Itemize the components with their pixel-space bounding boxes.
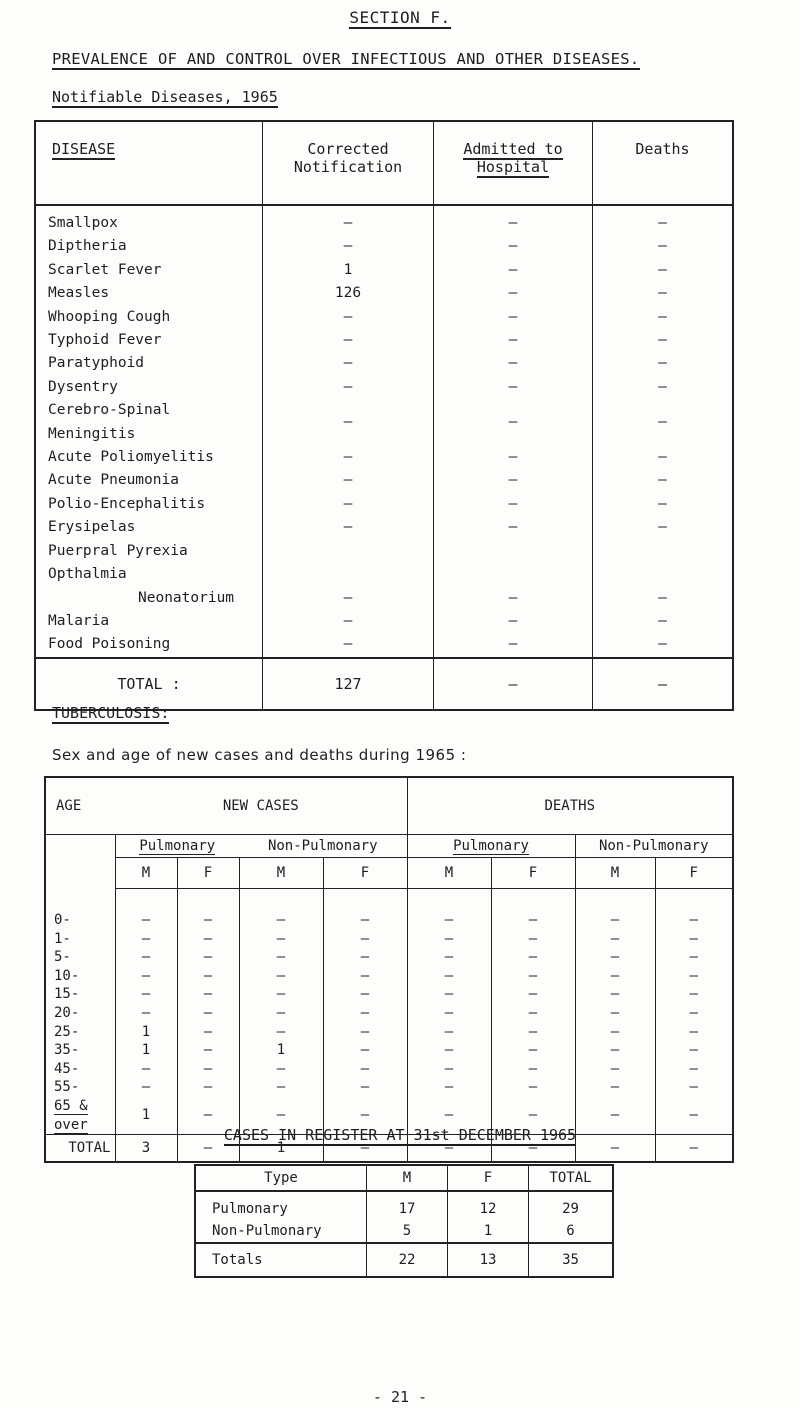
age-label: 1- — [54, 930, 71, 947]
disease-name: Diptheria — [48, 238, 127, 255]
deaths-value: – — [593, 352, 734, 375]
total-value: – — [491, 1135, 575, 1163]
age-label: 5- — [54, 949, 71, 966]
cell-value: – — [655, 1078, 733, 1097]
cell-value: – — [177, 967, 239, 986]
cell-value: 1 — [115, 1023, 177, 1042]
totals-m: 22 — [367, 1243, 448, 1277]
cell-value: – — [575, 985, 655, 1004]
cell-value: – — [115, 948, 177, 967]
admitted-value: – — [434, 282, 593, 305]
corrected-value: 126 — [263, 282, 434, 305]
header-disease: DISEASE — [52, 140, 116, 158]
table-row — [35, 399, 733, 446]
cell-value: – — [177, 1060, 239, 1079]
age-group — [45, 1060, 115, 1079]
cell-value: – — [323, 1060, 407, 1079]
cell-value: – — [575, 1097, 655, 1135]
cell-value: – — [655, 1023, 733, 1042]
header-m: M — [239, 858, 323, 889]
table-row — [195, 1220, 613, 1243]
cell-value: – — [407, 1097, 491, 1135]
row-m: 17 — [367, 1191, 448, 1220]
cell-value: – — [491, 985, 575, 1004]
disease-name: Paratyphoid — [48, 355, 145, 372]
disease-name: Measles — [48, 285, 110, 302]
page-number: - 21 - — [372, 1388, 428, 1406]
header-f: F — [655, 858, 733, 889]
cell-value: – — [239, 1004, 323, 1023]
age-label: 15- — [54, 986, 80, 1003]
table-row — [35, 376, 733, 399]
age-group — [45, 1078, 115, 1097]
deaths-value: – — [593, 446, 734, 469]
cell-value: – — [177, 1097, 239, 1135]
cell-value: – — [115, 967, 177, 986]
age-label: 45- — [54, 1060, 80, 1077]
cell-value: – — [655, 948, 733, 967]
cell-value: – — [239, 985, 323, 1004]
corrected-value: – — [263, 587, 434, 610]
table-row — [45, 967, 733, 986]
admitted-value: – — [434, 259, 593, 282]
deaths-value: – — [593, 516, 734, 539]
deaths-value: – — [593, 205, 734, 235]
tuberculosis-table — [44, 776, 734, 1163]
corrected-value: – — [263, 633, 434, 657]
table-row — [35, 516, 733, 539]
disease-name: Food Poisoning — [48, 636, 171, 653]
row-f: 1 — [448, 1220, 529, 1243]
totals-label: Totals — [195, 1243, 367, 1277]
cell-value: – — [575, 1060, 655, 1079]
cell-value: – — [575, 930, 655, 949]
table-row — [35, 446, 733, 469]
header-type: Type — [195, 1165, 367, 1191]
cell-value: – — [655, 1004, 733, 1023]
header-new-non-pulmonary: Non-Pulmonary — [239, 835, 407, 858]
table-row — [35, 610, 733, 633]
cell-value: – — [115, 930, 177, 949]
notifiable-total-row — [35, 658, 733, 710]
row-total: 29 — [529, 1191, 614, 1220]
age-label: 20- — [54, 1004, 80, 1021]
cell-value: – — [239, 1060, 323, 1079]
cell-value: – — [323, 930, 407, 949]
cell-value: – — [491, 948, 575, 967]
cell-value: 1 — [239, 1041, 323, 1060]
cell-value: – — [491, 1060, 575, 1079]
row-total: 6 — [529, 1220, 614, 1243]
deaths-value — [593, 540, 734, 587]
admitted-value: – — [434, 610, 593, 633]
table-row — [195, 1191, 613, 1220]
table-row — [35, 352, 733, 375]
table-row — [35, 306, 733, 329]
age-label: 65 & over — [54, 1097, 88, 1133]
header-corrected: Corrected Notification — [263, 121, 434, 205]
disease-name: Neonatorium — [138, 589, 235, 606]
cell-value: – — [115, 1078, 177, 1097]
age-label: 25- — [54, 1023, 80, 1040]
age-spacer — [45, 858, 115, 889]
corrected-value: – — [263, 352, 434, 375]
cell-value: – — [407, 967, 491, 986]
header-f: F — [448, 1165, 529, 1191]
corrected-value: – — [263, 493, 434, 516]
table-row — [45, 930, 733, 949]
deaths-value: – — [593, 610, 734, 633]
corrected-value: – — [263, 610, 434, 633]
cell-value: – — [491, 967, 575, 986]
cell-value: – — [177, 1041, 239, 1060]
age-label: 55- — [54, 1079, 80, 1096]
cell-value: – — [655, 930, 733, 949]
corrected-value: – — [263, 376, 434, 399]
cell-value: – — [177, 930, 239, 949]
total-admitted: – — [434, 658, 593, 710]
cell-value: – — [323, 948, 407, 967]
header-total: TOTAL — [529, 1165, 614, 1191]
corrected-value: – — [263, 235, 434, 258]
table-row — [35, 235, 733, 258]
cell-value: – — [239, 930, 323, 949]
total-value: – — [655, 1135, 733, 1163]
cell-value: – — [655, 1097, 733, 1135]
cell-value: – — [323, 1023, 407, 1042]
deaths-value: – — [593, 469, 734, 492]
disease-name: Polio-Encephalitis — [48, 495, 206, 512]
total-label: TOTAL : — [117, 674, 181, 693]
cell-value: – — [655, 1060, 733, 1079]
disease-name: Typhoid Fever — [48, 332, 162, 349]
cell-value: – — [115, 889, 177, 930]
header-age: AGE — [45, 777, 115, 835]
cell-value: – — [575, 889, 655, 930]
header-f: F — [177, 858, 239, 889]
row-type: Pulmonary — [212, 1201, 288, 1217]
age-group — [45, 1023, 115, 1042]
total-value: – — [177, 1135, 239, 1163]
table-row — [35, 493, 733, 516]
age-group — [45, 948, 115, 967]
cell-value: – — [407, 930, 491, 949]
cell-value: – — [115, 985, 177, 1004]
age-group — [45, 985, 115, 1004]
cell-value: – — [491, 889, 575, 930]
cell-value: – — [407, 1060, 491, 1079]
deaths-value: – — [593, 259, 734, 282]
notifiable-subtitle: Notifiable Diseases, 1965 — [52, 88, 278, 106]
cell-value: – — [491, 1097, 575, 1135]
disease-name: Scarlet Fever — [48, 261, 162, 278]
cell-value: – — [491, 1023, 575, 1042]
cell-value: – — [177, 1004, 239, 1023]
header-m: M — [575, 858, 655, 889]
cell-value: – — [575, 1041, 655, 1060]
cell-value: – — [575, 948, 655, 967]
cell-value: – — [177, 1023, 239, 1042]
cell-value: – — [239, 1023, 323, 1042]
admitted-value: – — [434, 329, 593, 352]
table-row — [35, 633, 733, 657]
tuberculosis-title: TUBERCULOSIS: — [52, 704, 170, 722]
cell-value: – — [323, 967, 407, 986]
cell-value: – — [323, 1097, 407, 1135]
corrected-value: – — [263, 205, 434, 235]
deaths-value: – — [593, 282, 734, 305]
deaths-value: – — [593, 493, 734, 516]
page-title: PREVALENCE OF AND CONTROL OVER INFECTIOUS AND OTHER DISEASES. — [52, 50, 640, 68]
header-admitted: Admitted to Hospital — [434, 121, 593, 205]
cell-value: – — [177, 985, 239, 1004]
admitted-value: – — [434, 587, 593, 610]
cell-value: – — [177, 948, 239, 967]
admitted-value: – — [434, 469, 593, 492]
row-m: 5 — [367, 1220, 448, 1243]
cell-value: – — [323, 889, 407, 930]
disease-name: Acute Poliomyelitis — [48, 449, 214, 466]
totals-row — [195, 1243, 613, 1277]
table-row — [35, 205, 733, 235]
disease-name: Smallpox — [48, 215, 118, 231]
header-m: M — [115, 858, 177, 889]
total-value: 1 — [239, 1135, 323, 1163]
cell-value: – — [115, 1060, 177, 1079]
corrected-value: – — [263, 516, 434, 539]
cell-value: – — [239, 1097, 323, 1135]
total-value: – — [575, 1135, 655, 1163]
cell-value: – — [323, 1041, 407, 1060]
table-row — [35, 540, 733, 587]
admitted-value: – — [434, 376, 593, 399]
cell-value: – — [407, 1004, 491, 1023]
cell-value: – — [239, 1078, 323, 1097]
cell-value: – — [407, 1078, 491, 1097]
table-row — [45, 1004, 733, 1023]
totals-f: 13 — [448, 1243, 529, 1277]
cell-value: – — [655, 1041, 733, 1060]
cell-value: – — [323, 1004, 407, 1023]
total-label: TOTAL — [45, 1135, 115, 1163]
table-row — [45, 985, 733, 1004]
header-m: M — [407, 858, 491, 889]
table-row — [45, 1023, 733, 1042]
age-group — [45, 967, 115, 986]
admitted-value: – — [434, 516, 593, 539]
corrected-value: – — [263, 306, 434, 329]
total-value: – — [323, 1135, 407, 1163]
cell-value: – — [491, 930, 575, 949]
deaths-value: – — [593, 329, 734, 352]
header-new-cases: NEW CASES — [115, 777, 407, 835]
total-value: – — [407, 1135, 491, 1163]
admitted-value: – — [434, 493, 593, 516]
age-group — [45, 1041, 115, 1060]
header-new-pulmonary: Pulmonary — [115, 835, 239, 858]
deaths-value: – — [593, 633, 734, 657]
cell-value: – — [575, 1023, 655, 1042]
cell-value: – — [655, 967, 733, 986]
cell-value: – — [575, 1004, 655, 1023]
corrected-value: – — [263, 469, 434, 492]
table-row — [35, 469, 733, 492]
corrected-value: – — [263, 329, 434, 352]
corrected-value: – — [263, 399, 434, 446]
table-row — [35, 259, 733, 282]
disease-name: Cerebro-Spinal Meningitis — [48, 402, 171, 442]
cell-value: – — [239, 948, 323, 967]
cell-value: 1 — [115, 1097, 177, 1135]
admitted-value: – — [434, 205, 593, 235]
deaths-value: – — [593, 235, 734, 258]
admitted-value: – — [434, 306, 593, 329]
age-group — [45, 1004, 115, 1023]
admitted-value: – — [434, 235, 593, 258]
corrected-value: 1 — [263, 259, 434, 282]
admitted-value — [434, 540, 593, 587]
header-death-non-pulmonary: Non-Pulmonary — [575, 835, 733, 858]
cell-value: – — [491, 1041, 575, 1060]
cell-value: – — [407, 985, 491, 1004]
age-group — [45, 930, 115, 949]
cell-value: – — [177, 889, 239, 930]
cell-value: – — [491, 1004, 575, 1023]
total-deaths: – — [593, 658, 734, 710]
cell-value: – — [177, 1078, 239, 1097]
corrected-value: – — [263, 446, 434, 469]
totals-total: 35 — [529, 1243, 614, 1277]
cell-value: – — [655, 889, 733, 930]
deaths-value: – — [593, 587, 734, 610]
cell-value: – — [239, 889, 323, 930]
cell-value: – — [239, 967, 323, 986]
row-type: Non-Pulmonary — [212, 1223, 322, 1239]
admitted-value: – — [434, 399, 593, 446]
table-row — [35, 587, 733, 610]
table-row — [35, 282, 733, 305]
deaths-value: – — [593, 399, 734, 446]
admitted-value: – — [434, 352, 593, 375]
disease-name: Acute Pneumonia — [48, 472, 179, 489]
table-row — [45, 948, 733, 967]
disease-name: Malaria — [48, 612, 110, 629]
tuberculosis-subtitle: Sex and age of new cases and deaths during 1965 : — [52, 746, 467, 764]
header-f: F — [323, 858, 407, 889]
corrected-value — [263, 540, 434, 587]
cell-value: – — [407, 948, 491, 967]
cell-value: – — [655, 985, 733, 1004]
deaths-value: – — [593, 376, 734, 399]
table-row — [45, 1060, 733, 1079]
header-f: F — [491, 858, 575, 889]
age-group — [45, 889, 115, 930]
age-label: 10- — [54, 967, 80, 984]
cell-value: – — [575, 967, 655, 986]
cell-value: – — [407, 889, 491, 930]
total-corrected: 127 — [263, 658, 434, 710]
admitted-value: – — [434, 633, 593, 657]
header-m: M — [367, 1165, 448, 1191]
header-deaths-group: DEATHS — [407, 777, 733, 835]
cell-value: – — [491, 1078, 575, 1097]
admitted-value: – — [434, 446, 593, 469]
disease-name: Puerpral Pyrexia Opthalmia — [48, 542, 188, 583]
cell-value: – — [323, 985, 407, 1004]
age-label: 0- — [54, 911, 71, 928]
disease-name: Erysipelas — [48, 519, 136, 536]
cell-value: – — [115, 1004, 177, 1023]
register-title: CASES IN REGISTER AT 31st DECEMBER 1965 — [223, 1126, 577, 1144]
table-row — [35, 329, 733, 352]
disease-name: Whooping Cough — [48, 308, 171, 325]
table-row — [45, 1078, 733, 1097]
header-deaths: Deaths — [593, 121, 734, 205]
header-death-pulmonary: Pulmonary — [407, 835, 575, 858]
total-value: 3 — [115, 1135, 177, 1163]
table-row — [45, 1041, 733, 1060]
notifiable-diseases-table — [34, 120, 734, 711]
table-row — [45, 889, 733, 930]
deaths-value: – — [593, 306, 734, 329]
age-spacer — [45, 835, 115, 858]
disease-name: Dysentry — [48, 378, 118, 395]
cell-value: – — [407, 1041, 491, 1060]
cell-value: – — [407, 1023, 491, 1042]
cell-value: 1 — [115, 1041, 177, 1060]
section-title: SECTION F. — [349, 8, 451, 27]
age-label: 35- — [54, 1042, 80, 1059]
register-table — [194, 1164, 614, 1278]
cell-value: – — [575, 1078, 655, 1097]
row-f: 12 — [448, 1191, 529, 1220]
cell-value: – — [323, 1078, 407, 1097]
